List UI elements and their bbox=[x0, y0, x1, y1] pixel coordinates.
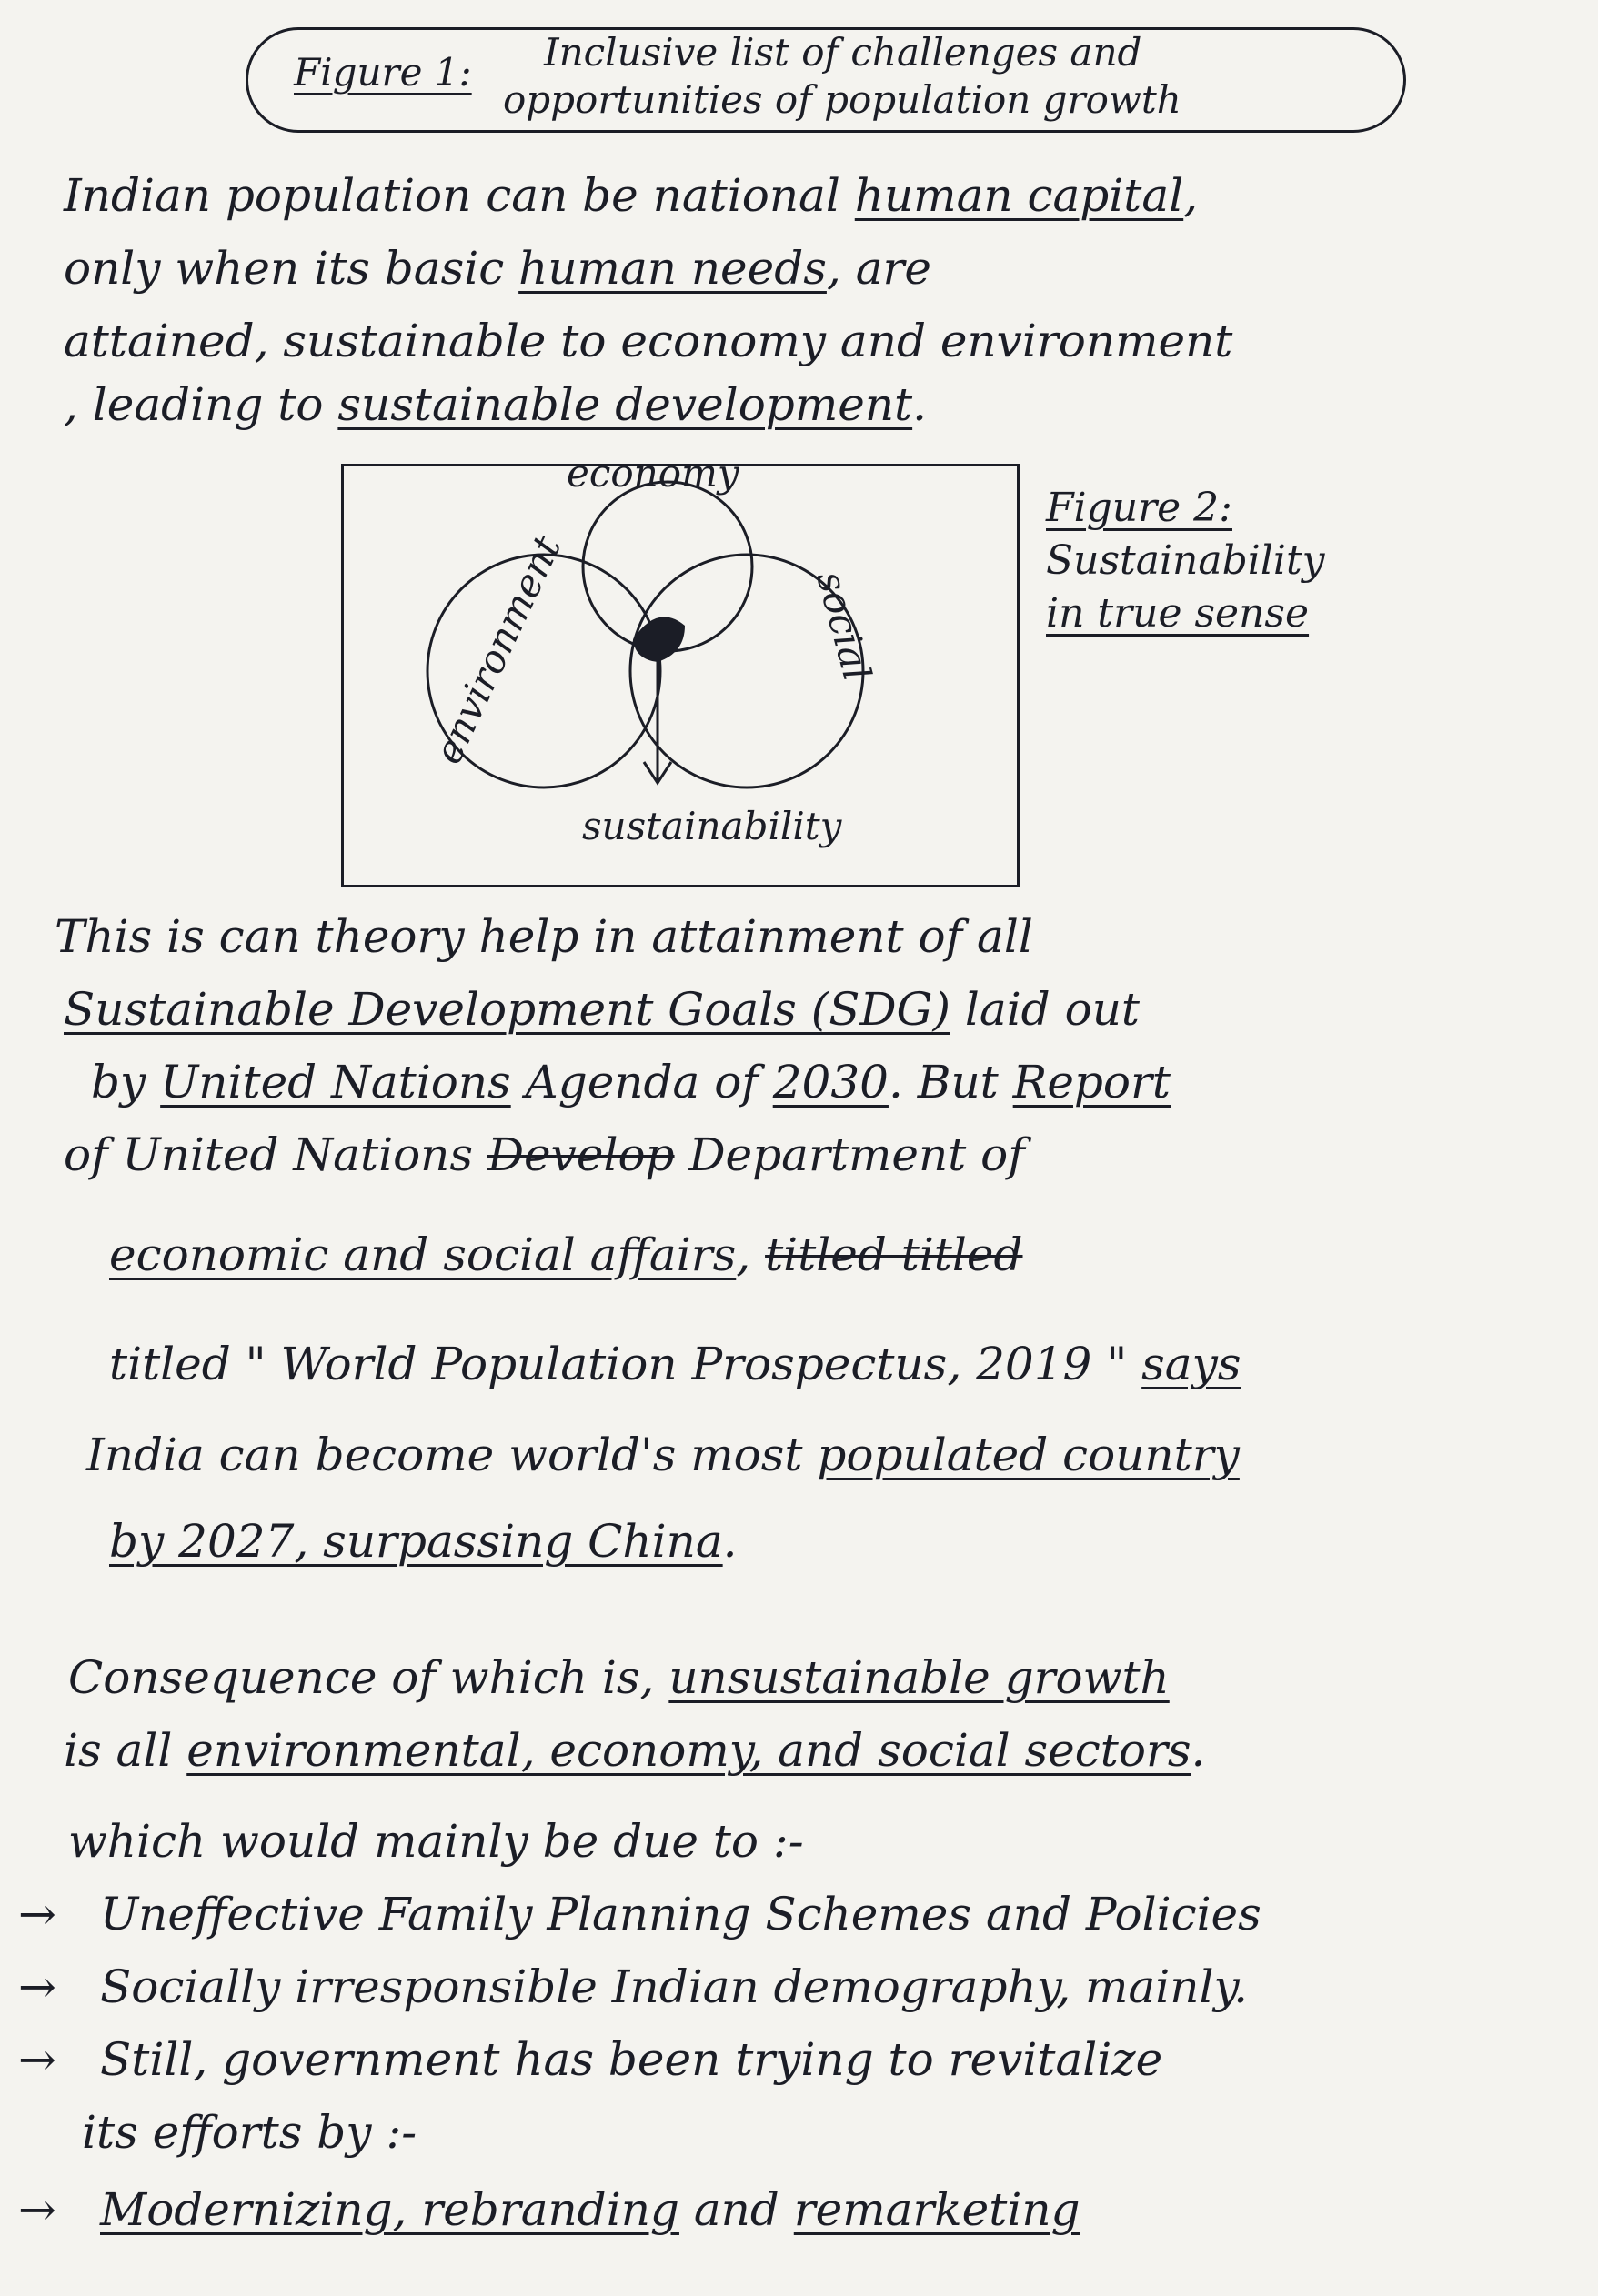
intro-line-3 bbox=[64, 314, 1232, 368]
para3-line-3 bbox=[68, 1814, 804, 1869]
arrow-bullet-2: → bbox=[18, 1960, 56, 2013]
intro-text: only when its basic bbox=[64, 242, 519, 295]
para2-struck-word: titled titled bbox=[765, 1228, 1023, 1281]
para2-affairs: economic and social affairs bbox=[109, 1228, 737, 1281]
para3-text: which would mainly be due to :- bbox=[68, 1815, 804, 1868]
para2-line-3 bbox=[91, 1055, 1171, 1109]
para3-bullet-text: and bbox=[678, 2183, 794, 2236]
intro-sustainable-development: sustainable development bbox=[337, 378, 913, 431]
para2-text: . bbox=[722, 1515, 738, 1568]
para3-text: is all bbox=[64, 1724, 187, 1777]
environment-label: environment bbox=[425, 528, 570, 771]
para2-line-6 bbox=[109, 1337, 1241, 1391]
para3-remarketing: remarketing bbox=[793, 2183, 1080, 2236]
intro-line-2 bbox=[64, 241, 931, 296]
para3-bullet-3-cont bbox=[82, 2105, 417, 2160]
para2-year: 2030 bbox=[772, 1056, 889, 1108]
para3-bullet-2 bbox=[100, 1960, 1248, 2014]
intro-text: . bbox=[912, 378, 928, 431]
intro-text: , are bbox=[826, 242, 931, 295]
sustainability-label: sustainability bbox=[582, 804, 842, 848]
para3-unsustainable-growth: unsustainable growth bbox=[668, 1651, 1170, 1704]
para3-bullet-3 bbox=[100, 2032, 1162, 2087]
para3-bullet-text: Still, government has been trying to revitalize bbox=[100, 2033, 1163, 2086]
para2-line-8 bbox=[109, 1514, 738, 1569]
para2-text: Department of bbox=[674, 1128, 1025, 1181]
para2-text: of bbox=[64, 1128, 123, 1181]
para3-bullet-text: its efforts by :- bbox=[82, 2106, 417, 2159]
para3-line-2 bbox=[64, 1723, 1205, 1778]
para2-line-5 bbox=[109, 1228, 1023, 1282]
para2-text: India can become world's most bbox=[86, 1429, 818, 1481]
para2-surpassing-china: by 2027, surpassing China bbox=[109, 1515, 723, 1568]
para3-bullet-text: Socially irresponsible Indian demography, mainly. bbox=[100, 1960, 1248, 2013]
para2-text: United Nations bbox=[122, 1128, 487, 1181]
venn-svg bbox=[344, 466, 1017, 885]
para2-text: . But bbox=[888, 1056, 1013, 1108]
para3-modernizing: Modernizing, rebranding bbox=[100, 2183, 679, 2236]
para3-text: . bbox=[1191, 1724, 1206, 1777]
para2-populated-country: populated country bbox=[817, 1429, 1240, 1481]
intro-line-1 bbox=[64, 168, 1198, 223]
para2-line-2 bbox=[64, 982, 1140, 1037]
sustainability-venn-diagram bbox=[341, 464, 1020, 887]
para3-line-1 bbox=[68, 1650, 1170, 1705]
intro-human-needs: human needs bbox=[518, 242, 827, 295]
para2-says: says bbox=[1141, 1338, 1241, 1390]
intro-line-4 bbox=[64, 377, 927, 432]
intro-text: attained, sustainable to economy and environment bbox=[64, 315, 1233, 367]
para3-sectors: environmental, economy, and social sectors bbox=[186, 1724, 1191, 1777]
para3-bullet-text: Uneffective Family Planning Schemes and Policies bbox=[100, 1888, 1261, 1940]
para2-report: Report bbox=[1012, 1056, 1171, 1108]
intro-human-capital: human capital bbox=[854, 169, 1184, 222]
figure1-caption bbox=[246, 27, 1406, 133]
figure2-line2: in true sense bbox=[1046, 590, 1310, 637]
intro-text: Indian population can be national bbox=[64, 169, 855, 222]
intro-text: , bbox=[1183, 169, 1199, 222]
para2-text: titled " World Population Prospectus, 2019 " bbox=[109, 1338, 1142, 1390]
arrow-bullet-3: → bbox=[18, 2033, 56, 2086]
para2-text: This is can theory help in attainment of all bbox=[55, 910, 1033, 963]
figure2-label: Figure 2: bbox=[1046, 485, 1232, 531]
figure1-label: Figure 1: bbox=[294, 50, 472, 95]
arrow-bullet-4: → bbox=[18, 2183, 56, 2236]
para2-struck-word: Develop bbox=[487, 1128, 675, 1181]
figure1-title-line1: Inclusive list of challenges and bbox=[544, 30, 1142, 75]
figure2-caption bbox=[1046, 482, 1473, 640]
para2-sdg: Sustainable Development Goals (SDG) bbox=[64, 983, 950, 1036]
social-label: social bbox=[808, 566, 880, 686]
para2-line-7 bbox=[86, 1428, 1240, 1482]
para2-line-4 bbox=[64, 1128, 1025, 1182]
para2-united-nations: United Nations bbox=[160, 1056, 511, 1108]
economy-label: economy bbox=[567, 466, 739, 496]
para3-bullet-1 bbox=[100, 1887, 1261, 1941]
para2-line-1 bbox=[55, 909, 1033, 964]
para2-text: , bbox=[736, 1228, 766, 1281]
para3-text: Consequence of which is, bbox=[68, 1651, 669, 1704]
figure1-title-line2: opportunities of population growth bbox=[503, 77, 1181, 122]
para2-text: laid out bbox=[950, 983, 1140, 1036]
para2-text: Agenda of bbox=[510, 1056, 773, 1108]
para2-text: by bbox=[91, 1056, 161, 1108]
arrow-bullet-1: → bbox=[18, 1888, 56, 1940]
intro-text: , leading to bbox=[64, 378, 338, 431]
figure2-line1: Sustainability bbox=[1046, 537, 1325, 584]
para3-bullet-4 bbox=[100, 2182, 1080, 2237]
